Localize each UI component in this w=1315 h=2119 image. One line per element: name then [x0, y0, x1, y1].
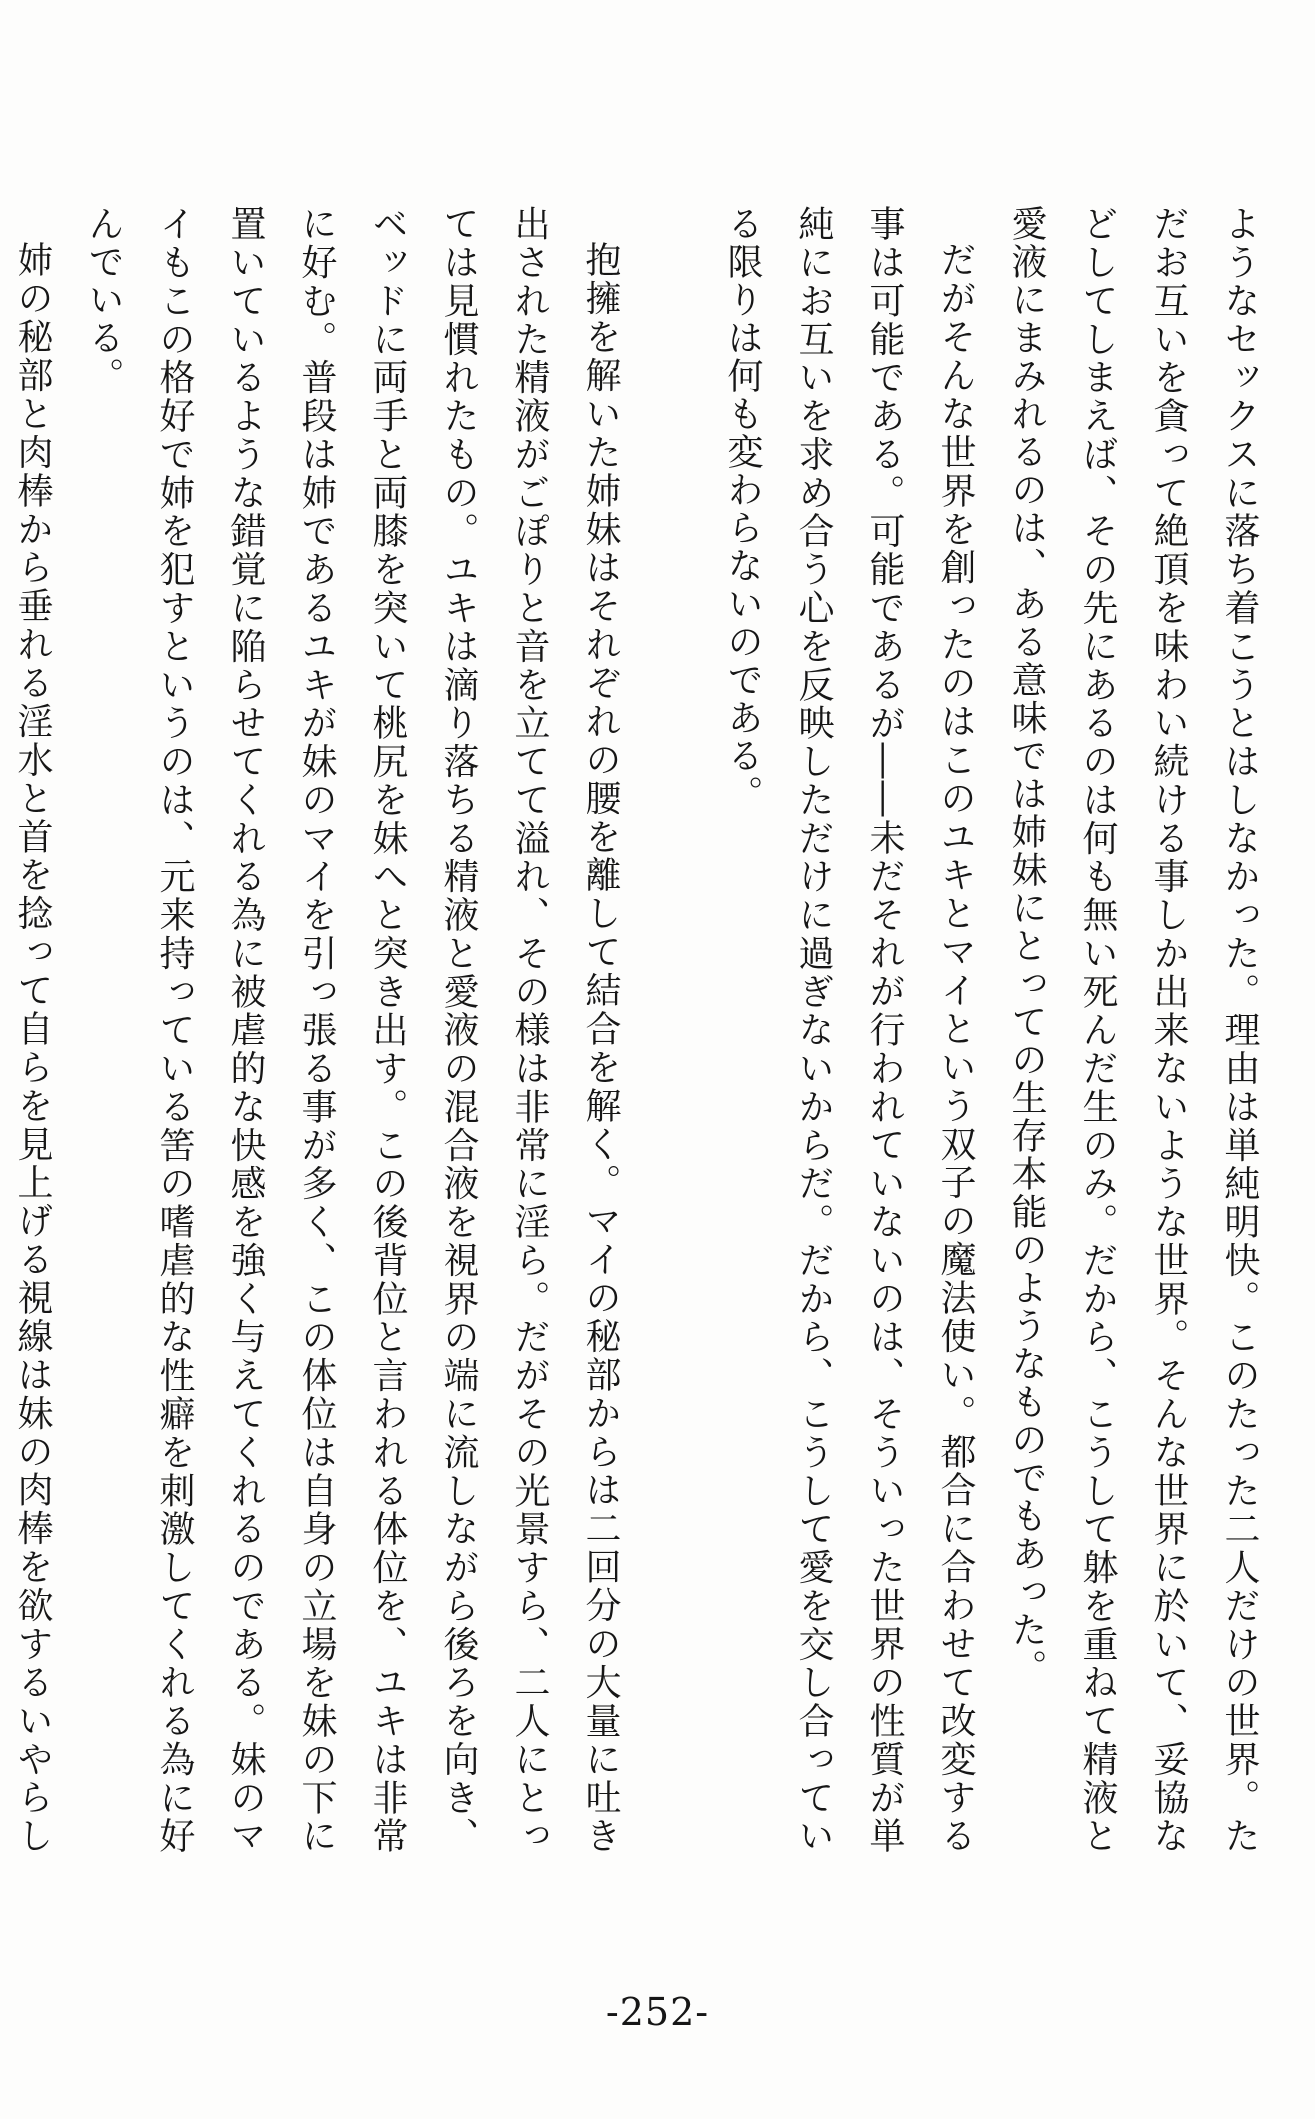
paragraph-3: 抱擁を解いた姉妹はそれぞれの腰を離して結合を解く。マイの秘部からは二回分の大量に吐き出された精液がごぽりと音を立てて溢れ、その様は非常に淫ら。だがその光景すら、二人にとっては見慣れたもの。ユキは滴り落ちる精液と愛液の混合液を視界の端に流しながら後ろを向き、ベッドに両手と両膝を突いて桃尻を妹へと突き出す。この後背位と言われる体位を、ユキは非常に好む。普段は姉であるユキが妹のマイを引っ張る事が多く、この体位は自身の立場を妹の下に置いているような錯覚に陥らせてくれる為に被虐的な快感を強く与えてくれるのである。妹のマイもこの格好で姉を犯すというのは、元来持っている筈の嗜虐的な性癖を刺激してくれる為に好んでいる。 — [83, 205, 621, 1856]
vertical-text-body — [0, 205, 1275, 1855]
paragraph-1: ようなセックスに落ち着こうとはしなかった。理由は単純明快。このたった二人だけの世界。ただお互いを貪って絶頂を味わい続ける事しか出来ないような世界。そんな世界に於いて、妥協などしてしまえば、その先にあるのは何も無い死んだ生のみ。だから、こうして躰を重ねて精液と愛液にまみれるのは、ある意味では姉妹にとっての生存本能のようなものでもあった。 — [1006, 205, 1260, 1856]
paragraph-4: 姉の秘部と肉棒から垂れる淫水と首を捻って自らを見上げる視線は妹の肉棒を欲するいやらし — [12, 241, 53, 1855]
paragraph-2: だがそんな世界を創ったのはこのユキとマイという双子の魔法使い。都合に合わせて改変する事は可能である。可能であるが――未だそれが行われていないのは、そういった世界の性質が単純にお互いを求め合う心を反映しただけに過ぎないからだ。だから、こうして愛を交し合っている限りは何も変わらないのである。 — [722, 205, 976, 1856]
page-number: -252- — [605, 1990, 710, 2034]
